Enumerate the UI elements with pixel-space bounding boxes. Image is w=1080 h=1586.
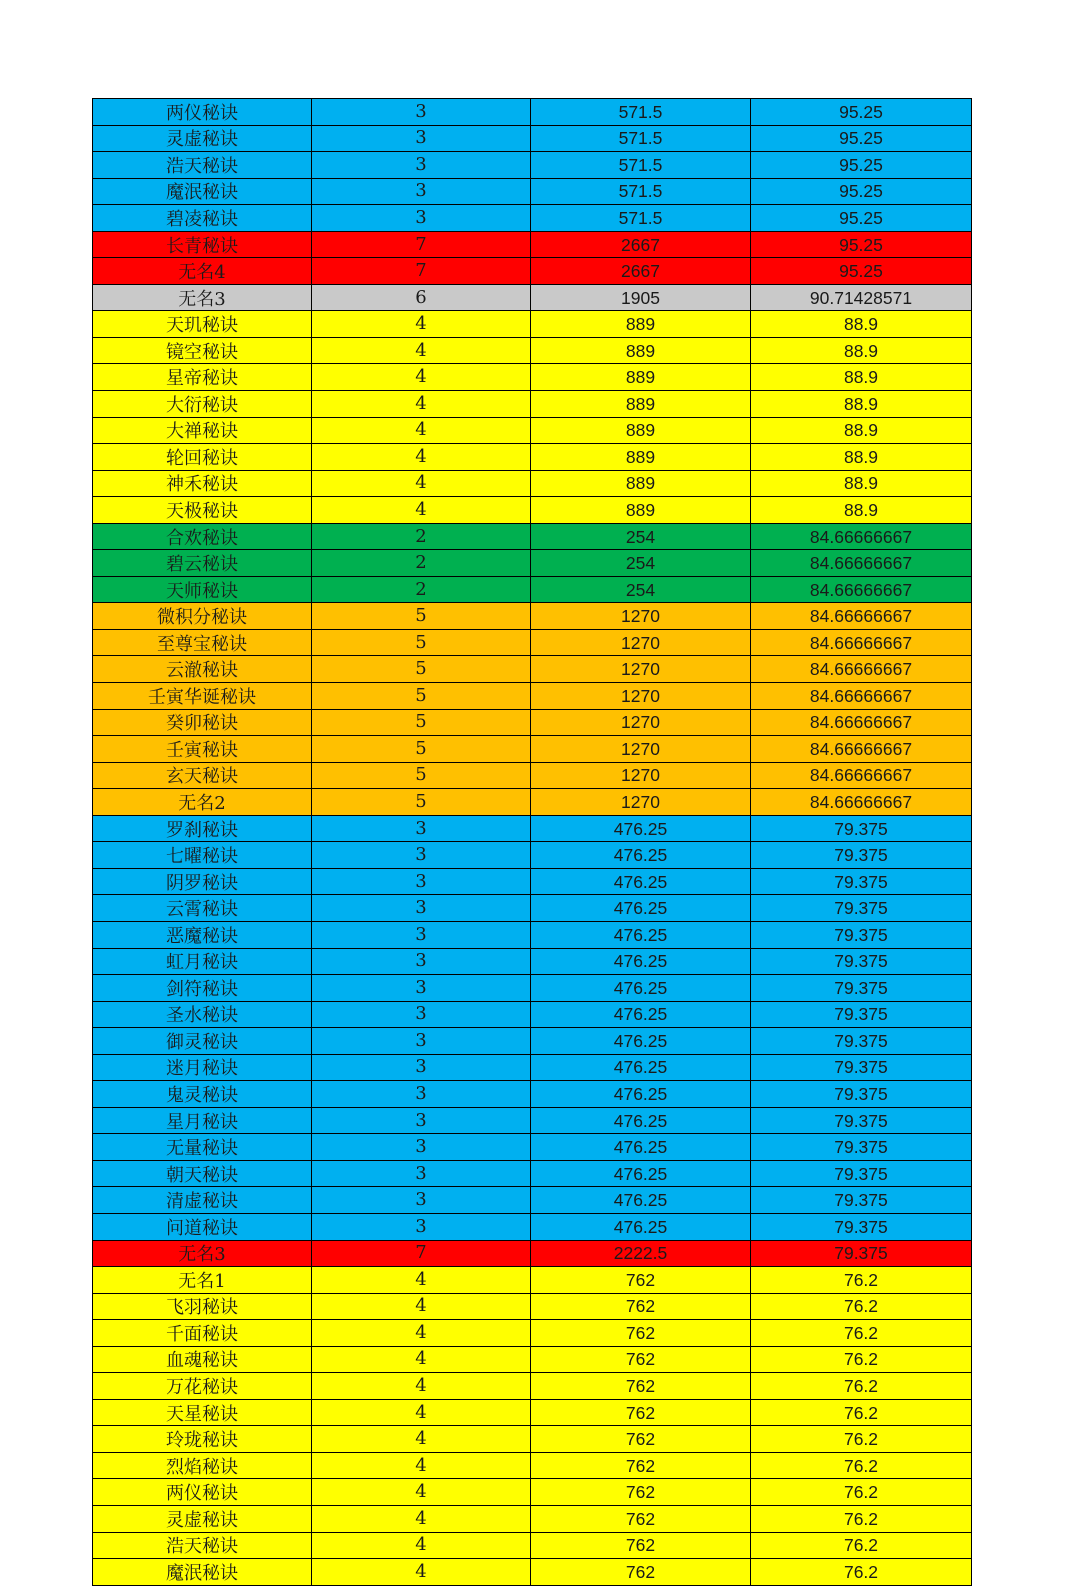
count-cell: 4 — [312, 1267, 531, 1294]
total-cell: 571.5 — [531, 125, 751, 152]
average-cell: 84.66666667 — [751, 629, 972, 656]
table-row — [93, 736, 972, 763]
name-cell: 长青秘诀 — [93, 231, 312, 258]
table-row — [93, 1479, 972, 1506]
count-cell: 5 — [312, 656, 531, 683]
count-cell: 3 — [312, 948, 531, 975]
count-cell: 5 — [312, 789, 531, 816]
total-cell: 571.5 — [531, 178, 751, 205]
name-cell: 血魂秘诀 — [93, 1346, 312, 1373]
average-cell: 79.375 — [751, 1107, 972, 1134]
table-row — [93, 1187, 972, 1214]
count-cell: 3 — [312, 842, 531, 869]
total-cell: 762 — [531, 1452, 751, 1479]
count-cell: 4 — [312, 1479, 531, 1506]
average-cell: 76.2 — [751, 1479, 972, 1506]
average-cell: 79.375 — [751, 1028, 972, 1055]
average-cell: 84.66666667 — [751, 736, 972, 763]
total-cell: 1270 — [531, 762, 751, 789]
table-row — [93, 205, 972, 232]
table-row — [93, 1107, 972, 1134]
table-row — [93, 1452, 972, 1479]
count-cell: 4 — [312, 1452, 531, 1479]
total-cell: 2222.5 — [531, 1240, 751, 1267]
count-cell: 4 — [312, 364, 531, 391]
count-cell: 3 — [312, 178, 531, 205]
count-cell: 4 — [312, 1532, 531, 1559]
table-row — [93, 231, 972, 258]
table-row — [93, 417, 972, 444]
average-cell: 79.375 — [751, 868, 972, 895]
count-cell: 4 — [312, 470, 531, 497]
average-cell: 79.375 — [751, 1213, 972, 1240]
total-cell: 476.25 — [531, 1054, 751, 1081]
average-cell: 76.2 — [751, 1320, 972, 1347]
count-cell: 5 — [312, 709, 531, 736]
name-cell: 碧云秘诀 — [93, 550, 312, 577]
average-cell: 88.9 — [751, 470, 972, 497]
average-cell: 84.66666667 — [751, 576, 972, 603]
count-cell: 3 — [312, 1160, 531, 1187]
average-cell: 79.375 — [751, 1160, 972, 1187]
count-cell: 3 — [312, 125, 531, 152]
average-cell: 79.375 — [751, 1187, 972, 1214]
average-cell: 88.9 — [751, 497, 972, 524]
table-row — [93, 99, 972, 126]
average-cell: 88.9 — [751, 364, 972, 391]
table-row — [93, 921, 972, 948]
table-body — [93, 99, 972, 1586]
count-cell: 4 — [312, 1559, 531, 1586]
name-cell: 大衍秘诀 — [93, 391, 312, 418]
count-cell: 4 — [312, 1426, 531, 1453]
name-cell: 无名3 — [93, 284, 312, 311]
average-cell: 76.2 — [751, 1426, 972, 1453]
count-cell: 4 — [312, 311, 531, 338]
name-cell: 至尊宝秘诀 — [93, 629, 312, 656]
count-cell: 3 — [312, 868, 531, 895]
name-cell: 恶魔秘诀 — [93, 921, 312, 948]
table-row — [93, 337, 972, 364]
total-cell: 1905 — [531, 284, 751, 311]
name-cell: 虹月秘诀 — [93, 948, 312, 975]
total-cell: 1270 — [531, 656, 751, 683]
total-cell: 476.25 — [531, 842, 751, 869]
average-cell: 79.375 — [751, 842, 972, 869]
average-cell: 79.375 — [751, 895, 972, 922]
total-cell: 476.25 — [531, 1160, 751, 1187]
count-cell: 3 — [312, 815, 531, 842]
name-cell: 无名2 — [93, 789, 312, 816]
name-cell: 玄天秘诀 — [93, 762, 312, 789]
count-cell: 3 — [312, 921, 531, 948]
total-cell: 762 — [531, 1399, 751, 1426]
table-row — [93, 497, 972, 524]
average-cell: 84.66666667 — [751, 762, 972, 789]
table-row — [93, 391, 972, 418]
name-cell: 癸卯秘诀 — [93, 709, 312, 736]
table-row — [93, 550, 972, 577]
total-cell: 889 — [531, 364, 751, 391]
name-cell: 阴罗秘诀 — [93, 868, 312, 895]
table-row — [93, 815, 972, 842]
average-cell: 88.9 — [751, 391, 972, 418]
average-cell: 76.2 — [751, 1559, 972, 1586]
name-cell: 天玑秘诀 — [93, 311, 312, 338]
table-row — [93, 444, 972, 471]
total-cell: 476.25 — [531, 1028, 751, 1055]
total-cell: 762 — [531, 1532, 751, 1559]
total-cell: 889 — [531, 444, 751, 471]
average-cell: 95.25 — [751, 258, 972, 285]
name-cell: 星帝秘诀 — [93, 364, 312, 391]
name-cell: 魔泯秘诀 — [93, 1559, 312, 1586]
count-cell: 3 — [312, 1187, 531, 1214]
total-cell: 1270 — [531, 709, 751, 736]
table-row — [93, 1559, 972, 1586]
table-row — [93, 603, 972, 630]
table-row — [93, 1001, 972, 1028]
average-cell: 79.375 — [751, 1134, 972, 1161]
name-cell: 灵虚秘诀 — [93, 1505, 312, 1532]
table-row — [93, 868, 972, 895]
total-cell: 889 — [531, 337, 751, 364]
average-cell: 79.375 — [751, 975, 972, 1002]
name-cell: 圣水秘诀 — [93, 1001, 312, 1028]
count-cell: 3 — [312, 99, 531, 126]
table-row — [93, 1532, 972, 1559]
table-row — [93, 1399, 972, 1426]
table-row — [93, 1267, 972, 1294]
total-cell: 476.25 — [531, 1001, 751, 1028]
count-cell: 3 — [312, 1081, 531, 1108]
name-cell: 无名3 — [93, 1240, 312, 1267]
name-cell: 合欢秘诀 — [93, 523, 312, 550]
average-cell: 76.2 — [751, 1346, 972, 1373]
name-cell: 飞羽秘诀 — [93, 1293, 312, 1320]
total-cell: 476.25 — [531, 868, 751, 895]
name-cell: 天星秘诀 — [93, 1399, 312, 1426]
average-cell: 76.2 — [751, 1532, 972, 1559]
average-cell: 79.375 — [751, 1054, 972, 1081]
average-cell: 95.25 — [751, 178, 972, 205]
count-cell: 7 — [312, 231, 531, 258]
name-cell: 天极秘诀 — [93, 497, 312, 524]
average-cell: 84.66666667 — [751, 523, 972, 550]
table-row — [93, 1373, 972, 1400]
count-cell: 4 — [312, 417, 531, 444]
total-cell: 476.25 — [531, 975, 751, 1002]
total-cell: 476.25 — [531, 1081, 751, 1108]
table-row — [93, 762, 972, 789]
total-cell: 762 — [531, 1320, 751, 1347]
count-cell: 7 — [312, 258, 531, 285]
table-row — [93, 975, 972, 1002]
table-row — [93, 1293, 972, 1320]
name-cell: 万花秘诀 — [93, 1373, 312, 1400]
total-cell: 476.25 — [531, 948, 751, 975]
average-cell: 84.66666667 — [751, 709, 972, 736]
count-cell: 6 — [312, 284, 531, 311]
average-cell: 88.9 — [751, 417, 972, 444]
table-row — [93, 948, 972, 975]
average-cell: 79.375 — [751, 1001, 972, 1028]
total-cell: 476.25 — [531, 1107, 751, 1134]
count-cell: 4 — [312, 337, 531, 364]
total-cell: 254 — [531, 550, 751, 577]
table-row — [93, 683, 972, 710]
name-cell: 碧凌秘诀 — [93, 205, 312, 232]
total-cell: 254 — [531, 576, 751, 603]
table-row — [93, 1346, 972, 1373]
average-cell: 76.2 — [751, 1399, 972, 1426]
table-row — [93, 311, 972, 338]
count-cell: 5 — [312, 603, 531, 630]
total-cell: 476.25 — [531, 921, 751, 948]
name-cell: 两仪秘诀 — [93, 99, 312, 126]
name-cell: 问道秘诀 — [93, 1213, 312, 1240]
name-cell: 星月秘诀 — [93, 1107, 312, 1134]
table-row — [93, 895, 972, 922]
total-cell: 762 — [531, 1293, 751, 1320]
total-cell: 762 — [531, 1426, 751, 1453]
name-cell: 无量秘诀 — [93, 1134, 312, 1161]
name-cell: 天师秘诀 — [93, 576, 312, 603]
name-cell: 微积分秘诀 — [93, 603, 312, 630]
average-cell: 88.9 — [751, 444, 972, 471]
name-cell: 浩天秘诀 — [93, 152, 312, 179]
total-cell: 1270 — [531, 629, 751, 656]
table-row — [93, 1054, 972, 1081]
total-cell: 889 — [531, 497, 751, 524]
average-cell: 88.9 — [751, 311, 972, 338]
average-cell: 79.375 — [751, 815, 972, 842]
name-cell: 清虚秘诀 — [93, 1187, 312, 1214]
table-row — [93, 629, 972, 656]
count-cell: 3 — [312, 1028, 531, 1055]
count-cell: 5 — [312, 629, 531, 656]
total-cell: 476.25 — [531, 1134, 751, 1161]
total-cell: 476.25 — [531, 895, 751, 922]
average-cell: 84.66666667 — [751, 789, 972, 816]
average-cell: 95.25 — [751, 152, 972, 179]
count-cell: 3 — [312, 1001, 531, 1028]
total-cell: 571.5 — [531, 152, 751, 179]
average-cell: 84.66666667 — [751, 550, 972, 577]
count-cell: 7 — [312, 1240, 531, 1267]
total-cell: 1270 — [531, 789, 751, 816]
table-row — [93, 125, 972, 152]
total-cell: 1270 — [531, 683, 751, 710]
count-cell: 4 — [312, 1346, 531, 1373]
count-cell: 2 — [312, 576, 531, 603]
name-cell: 魔泯秘诀 — [93, 178, 312, 205]
average-cell: 84.66666667 — [751, 656, 972, 683]
average-cell: 90.71428571 — [751, 284, 972, 311]
name-cell: 朝天秘诀 — [93, 1160, 312, 1187]
name-cell: 灵虚秘诀 — [93, 125, 312, 152]
total-cell: 889 — [531, 311, 751, 338]
total-cell: 1270 — [531, 736, 751, 763]
average-cell: 79.375 — [751, 1081, 972, 1108]
count-cell: 3 — [312, 895, 531, 922]
table-row — [93, 1320, 972, 1347]
average-cell: 79.375 — [751, 948, 972, 975]
count-cell: 2 — [312, 550, 531, 577]
name-cell: 壬寅秘诀 — [93, 736, 312, 763]
count-cell: 5 — [312, 683, 531, 710]
name-cell: 剑符秘诀 — [93, 975, 312, 1002]
count-cell: 2 — [312, 523, 531, 550]
count-cell: 3 — [312, 205, 531, 232]
total-cell: 2667 — [531, 231, 751, 258]
table-row — [93, 258, 972, 285]
table-row — [93, 1240, 972, 1267]
name-cell: 鬼灵秘诀 — [93, 1081, 312, 1108]
table-row — [93, 152, 972, 179]
average-cell: 95.25 — [751, 125, 972, 152]
average-cell: 76.2 — [751, 1505, 972, 1532]
average-cell: 76.2 — [751, 1452, 972, 1479]
name-cell: 轮回秘诀 — [93, 444, 312, 471]
name-cell: 烈焰秘诀 — [93, 1452, 312, 1479]
table-row — [93, 1213, 972, 1240]
table-row — [93, 1028, 972, 1055]
count-cell: 4 — [312, 444, 531, 471]
count-cell: 4 — [312, 1505, 531, 1532]
average-cell: 84.66666667 — [751, 683, 972, 710]
name-cell: 七曜秘诀 — [93, 842, 312, 869]
name-cell: 千面秘诀 — [93, 1320, 312, 1347]
total-cell: 476.25 — [531, 1213, 751, 1240]
name-cell: 浩天秘诀 — [93, 1532, 312, 1559]
count-cell: 4 — [312, 1320, 531, 1347]
name-cell: 无名4 — [93, 258, 312, 285]
count-cell: 3 — [312, 1054, 531, 1081]
total-cell: 476.25 — [531, 815, 751, 842]
table-row — [93, 1081, 972, 1108]
table-row — [93, 523, 972, 550]
name-cell: 镜空秘诀 — [93, 337, 312, 364]
total-cell: 762 — [531, 1267, 751, 1294]
total-cell: 1270 — [531, 603, 751, 630]
count-cell: 4 — [312, 1293, 531, 1320]
name-cell: 云霄秘诀 — [93, 895, 312, 922]
total-cell: 889 — [531, 470, 751, 497]
table-row — [93, 709, 972, 736]
table-row — [93, 284, 972, 311]
count-cell: 4 — [312, 1373, 531, 1400]
total-cell: 762 — [531, 1373, 751, 1400]
table-row — [93, 1426, 972, 1453]
total-cell: 762 — [531, 1479, 751, 1506]
count-cell: 3 — [312, 975, 531, 1002]
count-cell: 3 — [312, 1213, 531, 1240]
total-cell: 762 — [531, 1505, 751, 1532]
name-cell: 神禾秘诀 — [93, 470, 312, 497]
average-cell: 95.25 — [751, 99, 972, 126]
name-cell: 无名1 — [93, 1267, 312, 1294]
total-cell: 571.5 — [531, 205, 751, 232]
total-cell: 762 — [531, 1559, 751, 1586]
total-cell: 2667 — [531, 258, 751, 285]
total-cell: 889 — [531, 391, 751, 418]
table-row — [93, 178, 972, 205]
name-cell: 玲珑秘诀 — [93, 1426, 312, 1453]
table-row — [93, 656, 972, 683]
table-row — [93, 789, 972, 816]
total-cell: 254 — [531, 523, 751, 550]
table-row — [93, 1134, 972, 1161]
total-cell: 476.25 — [531, 1187, 751, 1214]
count-cell: 4 — [312, 497, 531, 524]
table-row — [93, 470, 972, 497]
table-row — [93, 1160, 972, 1187]
count-cell: 5 — [312, 762, 531, 789]
count-cell: 5 — [312, 736, 531, 763]
average-cell: 88.9 — [751, 337, 972, 364]
total-cell: 889 — [531, 417, 751, 444]
name-cell: 迷月秘诀 — [93, 1054, 312, 1081]
name-cell: 大禅秘诀 — [93, 417, 312, 444]
table-row — [93, 842, 972, 869]
name-cell: 两仪秘诀 — [93, 1479, 312, 1506]
data-table — [92, 98, 972, 1586]
average-cell: 79.375 — [751, 921, 972, 948]
average-cell: 95.25 — [751, 205, 972, 232]
average-cell: 76.2 — [751, 1293, 972, 1320]
name-cell: 云澈秘诀 — [93, 656, 312, 683]
average-cell: 79.375 — [751, 1240, 972, 1267]
table-row — [93, 1505, 972, 1532]
count-cell: 4 — [312, 1399, 531, 1426]
average-cell: 84.66666667 — [751, 603, 972, 630]
table-row — [93, 364, 972, 391]
average-cell: 76.2 — [751, 1267, 972, 1294]
total-cell: 571.5 — [531, 99, 751, 126]
total-cell: 762 — [531, 1346, 751, 1373]
name-cell: 御灵秘诀 — [93, 1028, 312, 1055]
count-cell: 3 — [312, 1107, 531, 1134]
average-cell: 95.25 — [751, 231, 972, 258]
name-cell: 罗刹秘诀 — [93, 815, 312, 842]
name-cell: 壬寅华诞秘诀 — [93, 683, 312, 710]
count-cell: 3 — [312, 1134, 531, 1161]
table-row — [93, 576, 972, 603]
count-cell: 3 — [312, 152, 531, 179]
average-cell: 76.2 — [751, 1373, 972, 1400]
count-cell: 4 — [312, 391, 531, 418]
